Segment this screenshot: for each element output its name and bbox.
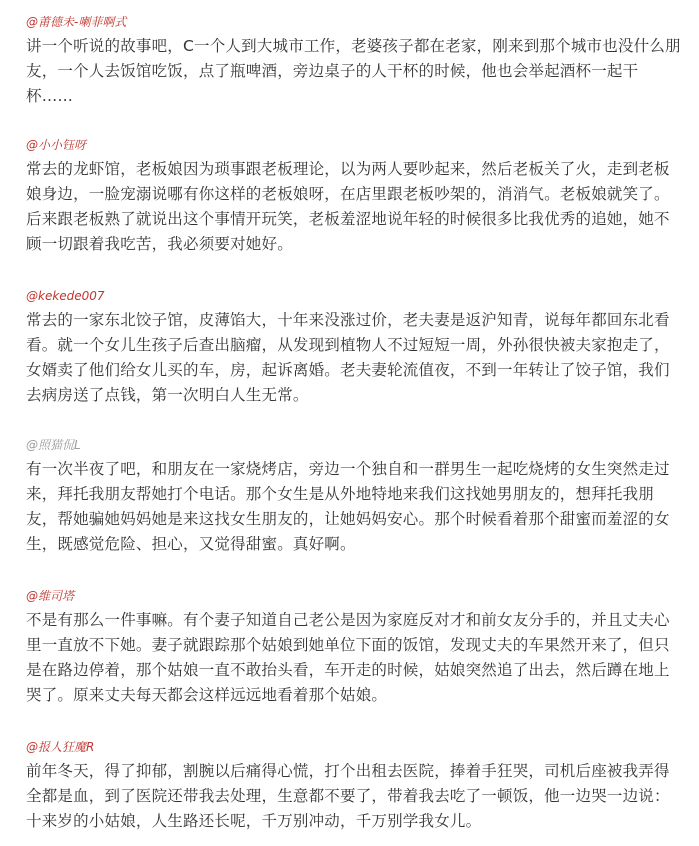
post-6 xyxy=(26,739,694,834)
post-text-line: 常去的龙虾馆，老板娘因为琐事跟老板理论，以为两人要吵起来，然后老板关了火，走到老板 xyxy=(26,160,670,178)
post-username[interactable]: @莆德未-喇菲啊式 xyxy=(26,15,127,29)
post-username[interactable]: @维司塔 xyxy=(26,589,75,603)
post-text-line: 去病房送了点钱，第一次明白人生无常。 xyxy=(26,386,309,404)
post-username[interactable]: @kekede007 xyxy=(26,289,105,303)
post-1 xyxy=(26,14,694,109)
post-username[interactable]: @报人狂魔R xyxy=(26,740,95,754)
post-text xyxy=(26,759,694,834)
post-text xyxy=(26,157,694,257)
post-text-line: 娘身边，一脸宠溺说哪有你这样的老板娘呀，在店里跟老板吵架的，消消气。老板娘就笑了。 xyxy=(26,185,670,203)
post-text-line: 全都是血，到了医院还带我去处理，生意都不要了，带着我去吃了一顿饭，他一边哭一边说： xyxy=(26,787,670,805)
post-text xyxy=(26,457,694,557)
post-4 xyxy=(26,437,694,557)
post-text-line: 顾一切跟着我吃苦，我必须要对她好。 xyxy=(26,235,293,253)
post-3 xyxy=(26,288,694,408)
post-text-line: 杯…… xyxy=(26,87,74,105)
post-2 xyxy=(26,137,694,257)
post-text-line: 里一直放不下她。妻子就跟踪那个姑娘到她单位下面的饭馆，发现丈夫的车果然开来了，但只 xyxy=(26,636,670,654)
post-text-line: 十来岁的小姑娘，人生路还长呢，千万别冲动，千万别学我女儿。 xyxy=(26,812,482,830)
post-text-line: 后来跟老板熟了就说出这个事情开玩笑，老板羞涩地说年轻的时候很多比我优秀的追她，她不 xyxy=(26,210,670,228)
post-text-line: 生，既感觉危险、担心，又觉得甜蜜。真好啊。 xyxy=(26,535,356,553)
post-text-line: 前年冬天，得了抑郁，割腕以后痛得心慌，打个出租去医院，捧着手狂哭，司机后座被我弄得 xyxy=(26,762,670,780)
post-text-line: 女婿卖了他们给女儿买的车，房，起诉离婚。老夫妻轮流值夜，不到一年转让了饺子馆，我们 xyxy=(26,361,670,379)
post-text-line: 来，拜托我朋友帮她打个电话。那个女生是从外地特地来我们这找她男朋友的，想拜托我朋 xyxy=(26,485,655,503)
post-text xyxy=(26,308,694,408)
post-text-line: 是在路边停着，那个姑娘一直不敢抬头看，车开走的时候，姑娘突然追了出去，然后蹲在地上 xyxy=(26,661,670,679)
post-text-line: 讲一个听说的故事吧，C一个人到大城市工作，老婆孩子都在老家，刚来到那个城市也没什么朋 xyxy=(26,37,681,55)
post-text-line: 友，一个人去饭馆吃饭，点了瓶啤酒，旁边桌子的人干杯的时候，他也会举起酒杯一起干 xyxy=(26,62,639,80)
post-text-line: 哭了。原来丈夫每天都会这样远远地看着那个姑娘。 xyxy=(26,686,388,704)
post-text-line: 不是有那么一件事嘛。有个妻子知道自己老公是因为家庭反对才和前女友分手的，并且丈夫心 xyxy=(26,611,670,629)
post-username[interactable]: @照猫侃L xyxy=(26,438,81,452)
post-5 xyxy=(26,588,694,708)
post-text-line: 常去的一家东北饺子馆，皮薄馅大，十年来没涨过价，老夫妻是返沪知青，说每年都回东北看 xyxy=(26,311,670,329)
post-text xyxy=(26,608,694,708)
post-text-line: 友，帮她骗她妈妈她是来这找女生朋友的，让她妈妈安心。那个时候看着那个甜蜜而羞涩的女 xyxy=(26,510,670,528)
post-text-line: 看。就一个女儿生孩子后查出脑瘤，从发现到植物人不过短短一周，外孙很快被夫家抱走了， xyxy=(26,336,670,354)
post-username[interactable]: @小小钰呀 xyxy=(26,138,87,152)
post-text xyxy=(26,34,694,109)
post-text-line: 有一次半夜了吧，和朋友在一家烧烤店，旁边一个独自和一群男生一起吃烧烤的女生突然走过 xyxy=(26,460,670,478)
